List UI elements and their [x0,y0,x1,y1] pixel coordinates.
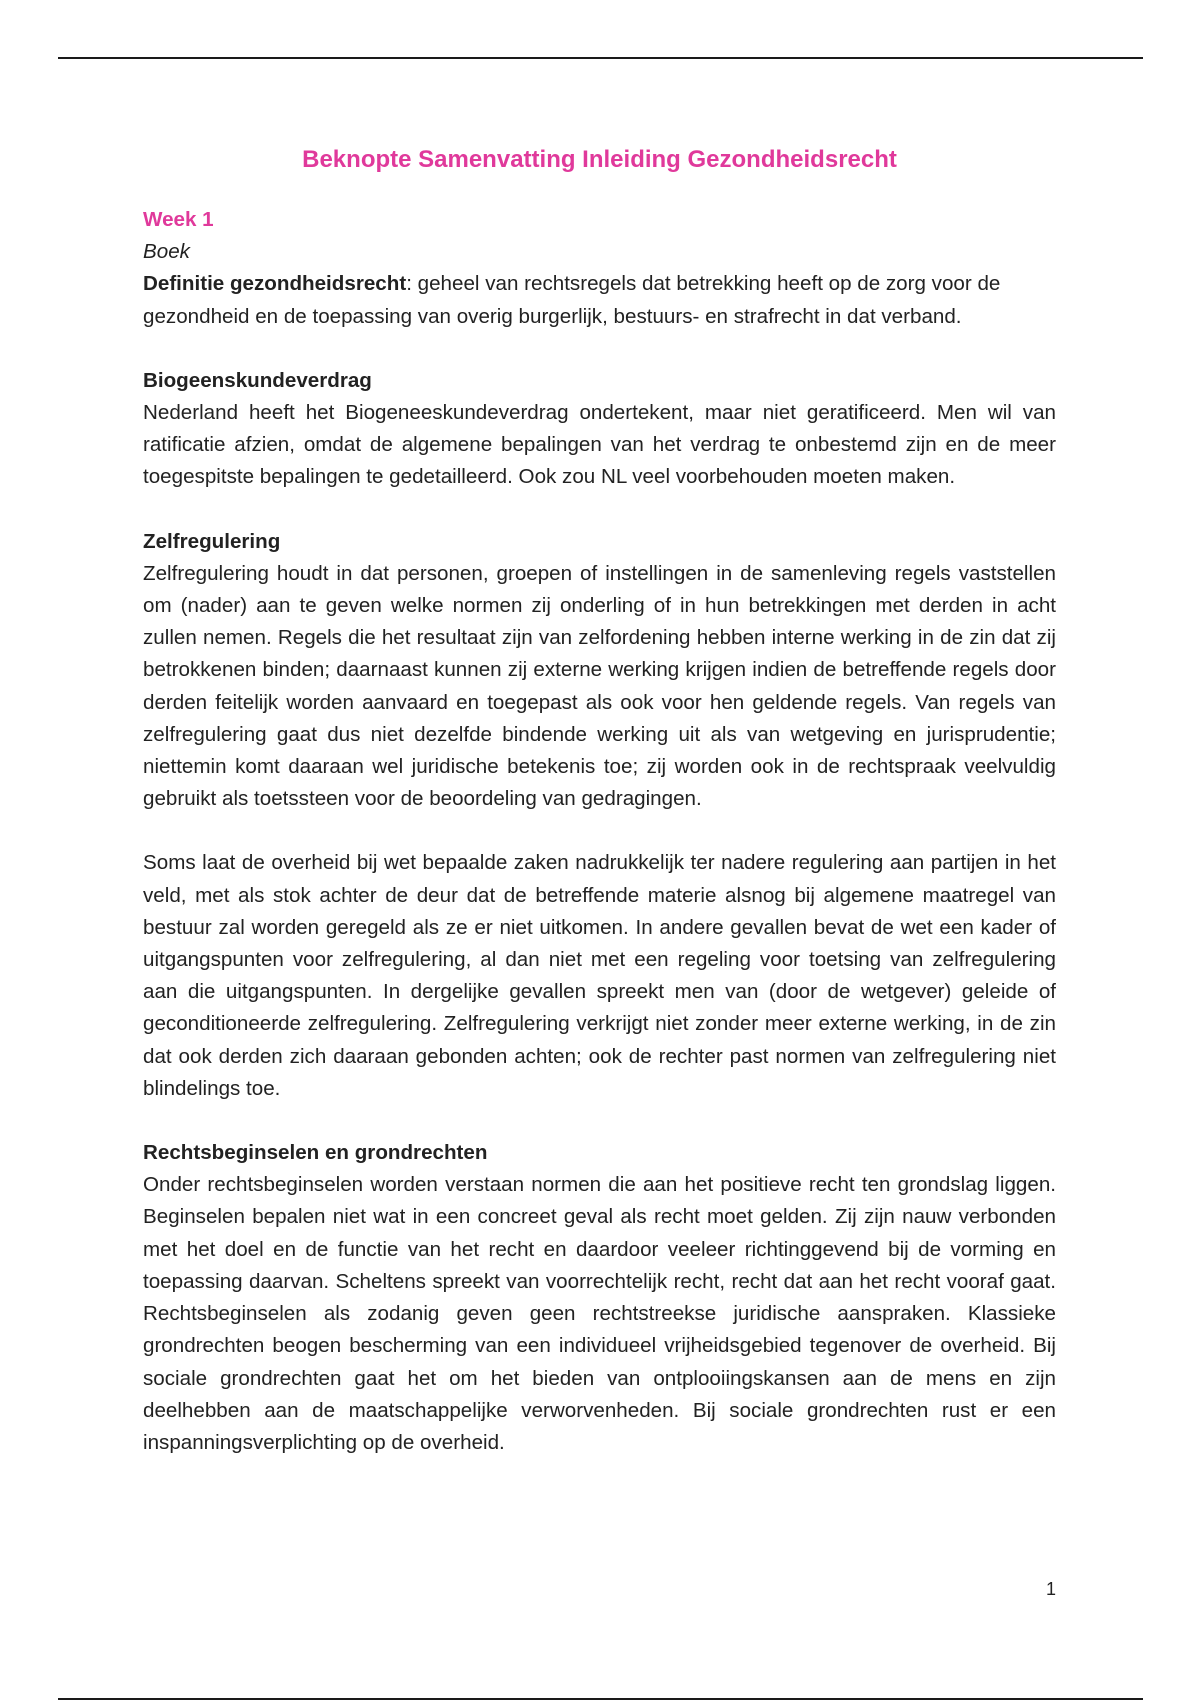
top-rule [58,57,1143,59]
definition-term: Definitie gezondheidsrecht [143,272,407,296]
definition-separator: : [406,272,412,296]
section-zelfregulering [143,526,1056,1105]
section-paragraph: Nederland heeft het Biogeneeskundeverdrag ondertekent, maar niet geratificeerd. Men wil van ratificatie afzien, omdat de algemene bepalingen van het verdrag te onbestemd zijn en de meer toegespitste bepalingen te gedetailleerd. Ook zou NL veel voorbehouden moeten maken. [143,401,1056,489]
definition-text: geheel van rechtsregels dat betrekking heeft op de zorg voor de gezondheid en de toepassing van overig burgerlijk, bestuurs- en strafrecht in dat verband. [143,272,1001,328]
definition-paragraph [143,268,1056,332]
section-paragraph: Zelfregulering houdt in dat personen, groepen of instellingen in de samenleving regels vaststellen om (nader) aan te geven welke normen zij onderling of in hun betrekkingen met derden in acht zullen nemen. Regels die het resultaat zijn van zelfordening hebben interne werking in de zin dat zij betrokkenen binden; daarnaast kunnen zij externe werking krijgen indien de betreffende regels door derden feitelijk worden aanvaard en toegepast als ook voor hen geldende regels. Van regels van zelfregulering gaat dus niet dezelfde bindende werking uit als van wetgeving en jurisprudentie; niettemin komt daaraan wel juridische betekenis toe; zij worden ook in de rechtspraak veelvuldig gebruikt als toetssteen voor de beoordeling van gedragingen. [143,561,1056,811]
section-paragraph: Soms laat de overheid bij wet bepaalde zaken nadrukkelijk ter nadere regulering aan partijen in het veld, met als stok achter de deur dat de betreffende materie alsnog bij algemene maatregel van bestuur zal worden geregeld als ze er niet uitkomen. In andere gevallen bevat de wet een kader of uitgangspunten voor zelfregulering, al dan niet met een regeling voor toetsing van zelfregulering aan die uitgangspunten. In dergelijke gevallen spreekt men van (door de wetgever) geleide of geconditioneerde zelfregulering. Zelfregulering verkrijgt niet zonder meer externe werking, in de zin dat ook derden zich daaraan gebonden achten; ook de rechter past normen van zelfregulering niet blindelings toe. [143,851,1056,1100]
section-heading: Rechtsbeginselen en grondrechten [143,1141,488,1165]
week-label: Week 1 [143,208,214,231]
document-title: Beknopte Samenvatting Inleiding Gezondheidsrecht [302,146,897,173]
page-number: 1 [1045,1579,1056,1599]
section-paragraph: Onder rechtsbeginselen worden verstaan normen die aan het positieve recht ten grondslag liggen. Beginselen bepalen niet wat in een concreet geval als recht moet gelden. Zij zijn nauw verbonden met het doel en de functie van het recht en daardoor veeleer richtinggevend bij de vorming en toepassing daarvan. Scheltens spreekt van voorrechtelijk recht, recht dat aan het recht vooraf gaat. Rechtsbeginselen als zodanig geven geen rechtstreekse juridische aanspraken. Klassieke grondrechten beogen bescherming van een individueel vrijheidsgebied tegenover de overheid. Bij sociale grondrechten gaat het om het bieden van ontplooiingskansen aan de mens en zijn deelhebben aan de maatschappelijke verworvenheden. Bij sociale grondrechten rust er een inspanningsverplichting op de overheid. [143,1173,1056,1454]
section-rechtsbeginselen [143,1137,1056,1459]
book-subheading: Boek [143,240,190,264]
document-page [143,140,1056,1491]
section-biogeenskundeverdrag [143,365,1056,494]
section-heading: Biogeenskundeverdrag [143,368,372,392]
section-heading: Zelfregulering [143,529,281,553]
